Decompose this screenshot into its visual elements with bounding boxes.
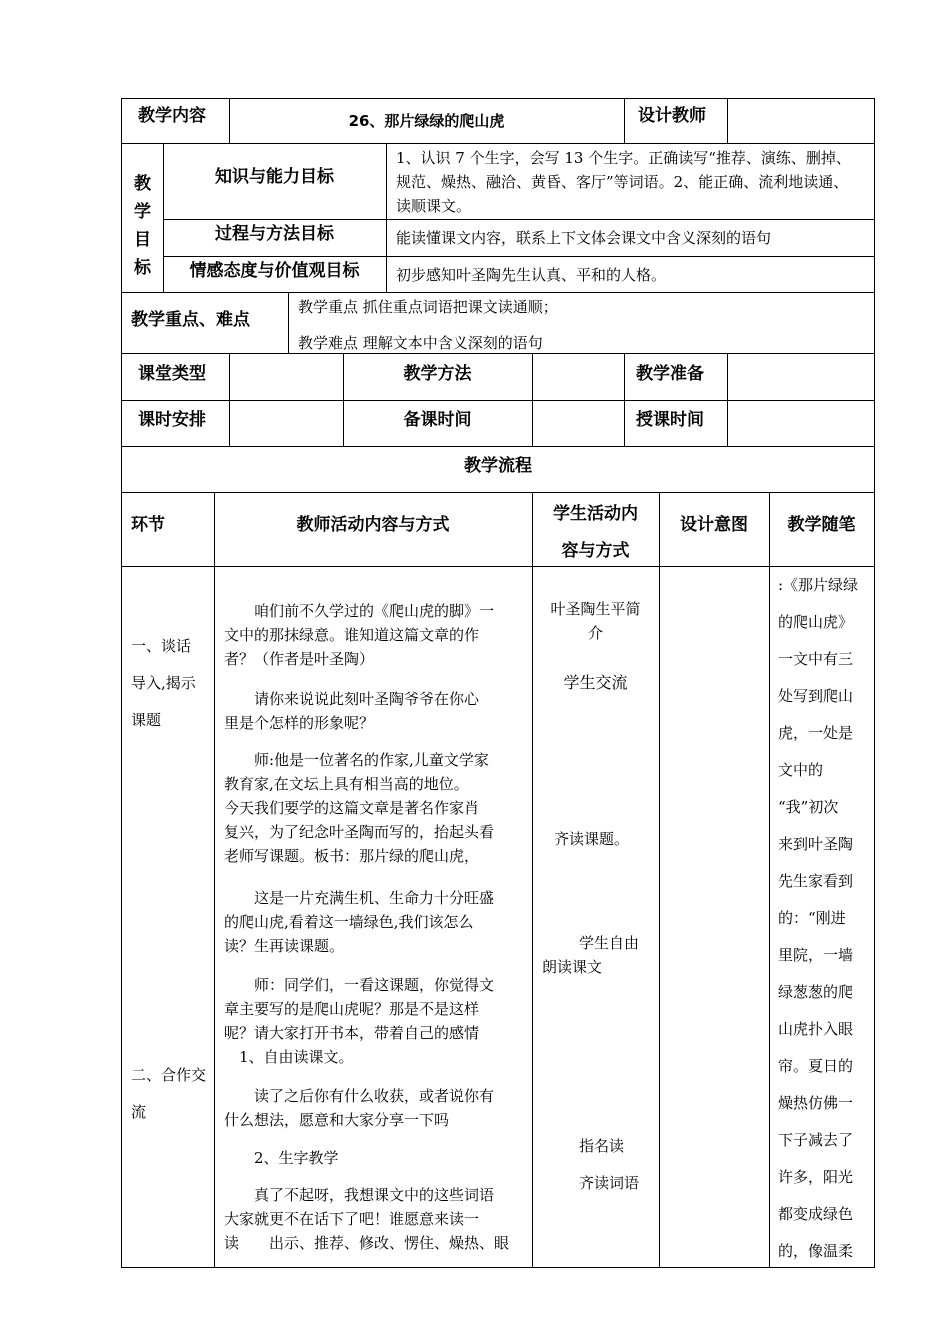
text-line: 先生家看到 — [778, 872, 854, 890]
text-line: 今天我们要学的这篇文章是著名作家肖 — [224, 799, 480, 817]
text-line: 大家就更不在话下了吧！谁愿意来读一 — [224, 1210, 480, 1228]
divider — [121, 566, 875, 567]
teach-time-label: 授课时间 — [636, 410, 704, 430]
teacher-block — [224, 599, 494, 671]
process-label: 过程与方法目标 — [215, 224, 334, 244]
text-line: 的爬山虎》 — [778, 613, 854, 631]
divider — [121, 446, 875, 447]
text-line: 叶圣陶生平简 — [550, 600, 641, 618]
text-line: 这是一片充满生机、生命力十分旺盛 — [224, 889, 495, 907]
header-line: 容与方式 — [561, 541, 630, 561]
text-line: 燥热仿佛一 — [778, 1094, 854, 1112]
difficulty-text: 教学难点 理解文本中含义深刻的语句 — [298, 334, 543, 352]
stage-line: 二、合作交 — [131, 1066, 207, 1084]
text-line: 咱们前不久学过的《爬山虎的脚》一 — [224, 602, 495, 620]
text-line: 读 出示、推荐、修改、愣住、燥热、眼 — [224, 1234, 510, 1252]
notes-header: 教学随笔 — [787, 515, 856, 535]
divider — [386, 143, 387, 293]
divider — [769, 492, 770, 1268]
text-line: 2、生字教学 — [224, 1149, 339, 1167]
text-line: 介 — [587, 624, 603, 642]
divider — [163, 219, 875, 220]
text-line: 里院，一墙 — [778, 946, 854, 964]
text-line: 学生自由 — [579, 934, 640, 952]
text-line: 里是个怎样的形象呢？ — [224, 714, 375, 732]
divider — [121, 292, 875, 293]
notes-text — [778, 567, 858, 1270]
text-line: 读？生再读课题。 — [224, 937, 345, 955]
teacher-block — [224, 973, 494, 1069]
text-line: 师:他是一位著名的作家,儿童文学家 — [224, 751, 489, 769]
text-line: 的爬山虎,看着这一墙绿色,我们该怎么 — [224, 913, 474, 931]
objectives-label-char: 学 — [134, 202, 151, 222]
text-line: 什么想法，愿意和大家分享一下吗 — [224, 1111, 450, 1129]
text-line: 1、自由读课文。 — [224, 1048, 354, 1066]
student-read-words: 齐读词语 — [579, 1174, 640, 1192]
header-line: 学生活动内 — [553, 504, 638, 524]
process-text: 能读懂课文内容，联系上下文体会课文中含义深刻的语句 — [396, 229, 772, 247]
designer-label: 设计教师 — [638, 106, 706, 126]
stage-line: 流 — [131, 1103, 147, 1121]
text-line: 师：同学们，一看这课题，你觉得文 — [224, 976, 495, 994]
divider — [163, 256, 875, 257]
divider — [121, 400, 875, 401]
knowledge-label: 知识与能力目标 — [215, 167, 334, 187]
text-line: 1、认识 7 个生字，会写 13 个生字。正确读写“推荐、演练、删掉、 — [396, 149, 851, 167]
flow-title: 教学流程 — [464, 456, 532, 476]
student-exchange: 学生交流 — [563, 673, 628, 692]
text-line: 绿葱葱的爬 — [778, 983, 854, 1001]
preparation-label: 教学准备 — [636, 364, 704, 384]
teacher-block — [224, 1183, 509, 1255]
objectives-label-char: 教 — [134, 174, 151, 194]
keypoints-label: 教学重点、难点 — [131, 310, 250, 330]
teacher-block — [224, 886, 494, 958]
objectives-label — [134, 170, 151, 282]
prep-time-label: 备课时间 — [403, 410, 472, 430]
text-line: “我”初次 — [778, 798, 839, 816]
text-line: 章主要写的是爬山虎呢？那是不是这样 — [224, 1000, 480, 1018]
text-line: 帘。夏日的 — [778, 1057, 854, 1075]
teacher-header: 教师活动内容与方式 — [296, 515, 450, 535]
divider — [121, 143, 875, 144]
table-border-right — [874, 98, 875, 1268]
divider — [624, 98, 625, 144]
divider — [288, 292, 289, 354]
objectives-label-char: 标 — [134, 258, 151, 278]
text-line: 来到叶圣陶 — [778, 835, 854, 853]
text-line: 下子减去了 — [778, 1131, 854, 1149]
student-read-title: 齐读课题。 — [554, 830, 630, 848]
text-line: 读了之后你有什么收获，或者说你有 — [224, 1087, 495, 1105]
student-named-read: 指名读 — [579, 1137, 625, 1155]
student-free-read — [542, 931, 639, 979]
schedule-label: 课时安排 — [138, 410, 206, 430]
text-line: 虎，一处是 — [778, 724, 854, 742]
teacher-block — [224, 1084, 494, 1132]
text-line: 读顺课文。 — [396, 197, 472, 215]
emotion-text: 初步感知叶圣陶先生认真、平和的人格。 — [396, 266, 667, 284]
text-line: 文中的那抹绿意。谁知道这篇文章的作 — [224, 626, 480, 644]
stage-line: 一、谈话 — [131, 637, 192, 655]
emotion-label: 情感态度与价值观目标 — [189, 261, 360, 281]
table-border-left — [121, 98, 122, 1268]
knowledge-text — [396, 146, 851, 218]
objectives-label-char: 目 — [134, 230, 151, 250]
text-line: 一文中有三 — [778, 650, 854, 668]
method-label: 教学方法 — [403, 364, 472, 384]
divider — [214, 492, 215, 1268]
text-line: 处写到爬山 — [778, 687, 854, 705]
text-line: 老师写课题。板书：那片绿的爬山虎， — [224, 847, 480, 865]
table-border-top — [121, 98, 875, 99]
student-bio — [532, 597, 659, 645]
text-line: 规范、燥热、融洽、黄昏、客厅”等词语。2、能正确、流利地读通、 — [396, 173, 849, 191]
stage-line: 课题 — [131, 711, 162, 729]
teacher-block — [224, 687, 479, 735]
table-border-bottom — [121, 1267, 875, 1268]
divider — [121, 492, 875, 493]
text-line: 文中的 — [778, 761, 824, 779]
content-label: 教学内容 — [138, 106, 206, 126]
text-line: 都变成绿色 — [778, 1205, 854, 1223]
text-line: 教育家,在文坛上具有相当高的地位。 — [224, 775, 469, 793]
class-type-label: 课堂类型 — [138, 364, 206, 384]
text-line: 呢？请大家打开书本，带着自己的感情 — [224, 1024, 480, 1042]
text-line: 者？（作者是叶圣陶） — [224, 650, 375, 668]
stage-header: 环节 — [131, 515, 165, 535]
text-line: 山虎扑入眼 — [778, 1020, 854, 1038]
divider — [659, 492, 660, 1268]
teacher-block — [224, 1146, 339, 1170]
stage-1 — [131, 628, 196, 739]
text-line: 的，像温柔 — [778, 1242, 854, 1260]
lesson-title: 26、那片绿绿的爬山虎 — [348, 112, 505, 130]
text-line: 复兴，为了纪念叶圣陶而写的，抬起头看 — [224, 823, 495, 841]
text-line: 真了不起呀，我想课文中的这些词语 — [224, 1186, 495, 1204]
divider — [727, 98, 728, 144]
text-line: 请你来说说此刻叶圣陶爷爷在你心 — [224, 690, 480, 708]
stage-2 — [131, 1057, 206, 1131]
focus-text: 教学重点 抓住重点词语把课文读通顺； — [298, 298, 558, 316]
student-header — [532, 496, 659, 570]
text-line: 许多，阳光 — [778, 1168, 854, 1186]
text-line: :《那片绿绿 — [778, 576, 859, 594]
text-line: 的：“刚进 — [778, 909, 846, 927]
text-line: 朗读课文 — [542, 958, 603, 976]
stage-line: 导入,揭示 — [131, 674, 196, 692]
intent-header: 设计意图 — [680, 515, 748, 535]
teacher-block — [224, 748, 494, 868]
